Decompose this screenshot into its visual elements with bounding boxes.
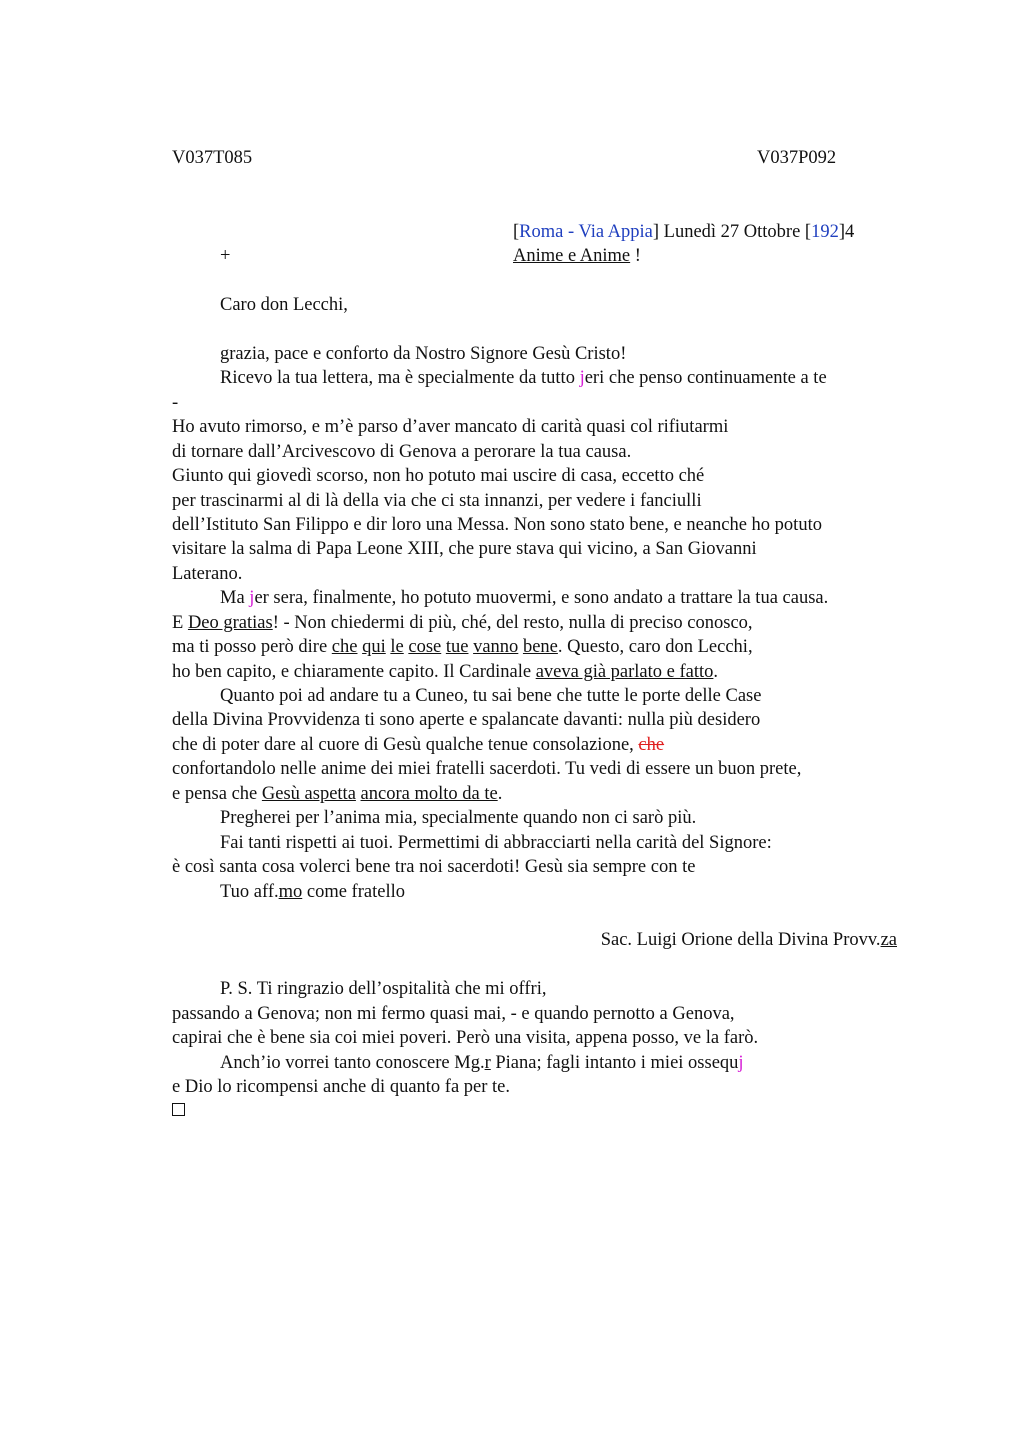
body-line-6: Giunto qui giovedì scorso, non ho potuto mai uscire di casa, eccetto ché bbox=[172, 466, 705, 486]
deleted-text: che bbox=[638, 735, 665, 755]
motto-excl: ! bbox=[630, 246, 641, 266]
postscript-line-1: P. S. Ti ringrazio dell’ospitalità che mi offri, bbox=[220, 979, 547, 999]
underlined-text: cose bbox=[408, 637, 442, 657]
dateline-bracket-open: [ bbox=[513, 222, 520, 242]
postscript-line-2: passando a Genova; non mi fermo quasi mai, - e quando pernotto a Genova, bbox=[172, 1004, 735, 1024]
underlined-text: qui bbox=[362, 637, 386, 657]
body-line-17 bbox=[172, 733, 664, 757]
text-span: e pensa che bbox=[172, 784, 262, 804]
text-span: Tuo aff. bbox=[220, 882, 279, 902]
dateline-date: ] Lunedì 27 Ottobre [ bbox=[652, 222, 812, 242]
underlined-text: aveva già parlato e fatto bbox=[535, 662, 714, 682]
text-span: come fratello bbox=[302, 882, 405, 902]
text-span: Piana; fagli intanto i miei ossequ bbox=[490, 1053, 739, 1073]
text-span: . Questo, caro don Lecchi, bbox=[557, 637, 753, 657]
underlined-text: ancora molto da te bbox=[360, 784, 498, 804]
body-line-15: Quanto poi ad andare tu a Cuneo, tu sai bene che tutte le porte delle Case bbox=[220, 686, 762, 706]
body-line-10: Laterano. bbox=[172, 564, 243, 584]
underlined-text: r bbox=[484, 1053, 491, 1073]
text-span: . bbox=[497, 784, 503, 804]
body-line-22: è così santa cosa volerci bene tra noi sacerdoti! Gesù sia sempre con te bbox=[172, 857, 696, 877]
body-line-16: della Divina Provvidenza ti sono aperte e spalancate davanti: nulla più desidero bbox=[172, 710, 761, 730]
motto-text: Anime e Anime bbox=[513, 246, 631, 266]
underlined-text: mo bbox=[278, 882, 303, 902]
body-line-19 bbox=[172, 782, 502, 806]
postscript-line-5: e Dio lo ricompensi anche di quanto fa per te. bbox=[172, 1077, 511, 1097]
text-span: eri che penso continuamente a te bbox=[584, 368, 827, 388]
variant-letter: j bbox=[738, 1053, 744, 1073]
cross-mark: + bbox=[220, 246, 231, 266]
body-line-13 bbox=[172, 635, 753, 659]
dateline-year: 192 bbox=[811, 222, 839, 242]
body-line-3: - bbox=[172, 393, 179, 413]
body-line-4: Ho avuto rimorso, e m’è parso d’aver mancato di carità quasi col rifiutarmi bbox=[172, 417, 729, 437]
dateline bbox=[513, 220, 854, 244]
underlined-text: vanno bbox=[473, 637, 519, 657]
underlined-text: Deo gratias bbox=[187, 613, 273, 633]
text-span: ma ti posso però dire bbox=[172, 637, 332, 657]
text-span: . bbox=[713, 662, 719, 682]
signature-abbrev: za bbox=[880, 930, 897, 950]
text-span: ! - Non chiedermi di più, ché, del resto, nulla di preciso conosco, bbox=[272, 613, 753, 633]
variant-letter: j bbox=[579, 368, 585, 388]
text-span: er sera, finalmente, ho potuto muovermi, e sono andato a trattare la tua causa. bbox=[254, 588, 829, 608]
variant-letter: j bbox=[249, 588, 255, 608]
square-outline-icon bbox=[172, 1103, 185, 1116]
volume-code: V037T085 bbox=[172, 148, 253, 168]
underlined-text: Gesù aspetta bbox=[261, 784, 356, 804]
text-span: Ma bbox=[220, 588, 250, 608]
body-line-5: di tornare dall’Arcivescovo di Genova a perorare la tua causa. bbox=[172, 442, 632, 462]
motto bbox=[513, 244, 641, 268]
body-line-8: dell’Istituto San Filippo e dir loro una Messa. Non sono stato bene, e neanche ho potuto bbox=[172, 515, 822, 535]
underlined-text: le bbox=[390, 637, 404, 657]
body-line-1: grazia, pace e conforto da Nostro Signore Gesù Cristo! bbox=[220, 344, 627, 364]
closing-line bbox=[220, 880, 405, 904]
text-span: ho ben capito, e chiaramente capito. Il Cardinale bbox=[172, 662, 536, 682]
body-line-20: Pregherei per l’anima mia, specialmente quando non ci sarò più. bbox=[220, 808, 697, 828]
end-mark bbox=[172, 1099, 185, 1123]
signature-text: Sac. Luigi Orione della Divina Provv. bbox=[600, 930, 881, 950]
underlined-text: bene bbox=[522, 637, 558, 657]
postscript-line-3: capirai che è bene sia coi miei poveri. Però una visita, appena posso, ve la farò. bbox=[172, 1028, 759, 1048]
body-line-12 bbox=[172, 611, 753, 635]
body-line-18: confortandolo nelle anime dei miei fratelli sacerdoti. Tu vedi di essere un buon prete, bbox=[172, 759, 802, 779]
underlined-text: tue bbox=[445, 637, 469, 657]
dateline-place: Roma - Via Appia bbox=[519, 222, 653, 242]
text-span: Anch’io vorrei tanto conoscere Mg. bbox=[220, 1053, 485, 1073]
body-line-11 bbox=[220, 586, 828, 610]
body-line-9: visitare la salma di Papa Leone XIII, che pure stava qui vicino, a San Giovanni bbox=[172, 539, 757, 559]
body-line-21: Fai tanti rispetti ai tuoi. Permettimi di abbracciarti nella carità del Signore: bbox=[220, 833, 772, 853]
body-line-7: per trascinarmi al di là della via che ci sta innanzi, per vedere i fanciulli bbox=[172, 491, 702, 511]
page-code: V037P092 bbox=[757, 148, 837, 168]
body-line-2 bbox=[220, 366, 827, 390]
text-span: Ricevo la tua lettera, ma è specialmente da tutto bbox=[220, 368, 580, 388]
postscript-line-4 bbox=[220, 1051, 744, 1075]
body-line-14 bbox=[172, 660, 718, 684]
salutation: Caro don Lecchi, bbox=[220, 295, 348, 315]
text-span: che di poter dare al cuore di Gesù qualche tenue consolazione, bbox=[172, 735, 639, 755]
signature bbox=[601, 928, 897, 952]
text-span: E bbox=[172, 613, 188, 633]
dateline-year-end: ]4 bbox=[838, 222, 855, 242]
underlined-text: che bbox=[331, 637, 358, 657]
